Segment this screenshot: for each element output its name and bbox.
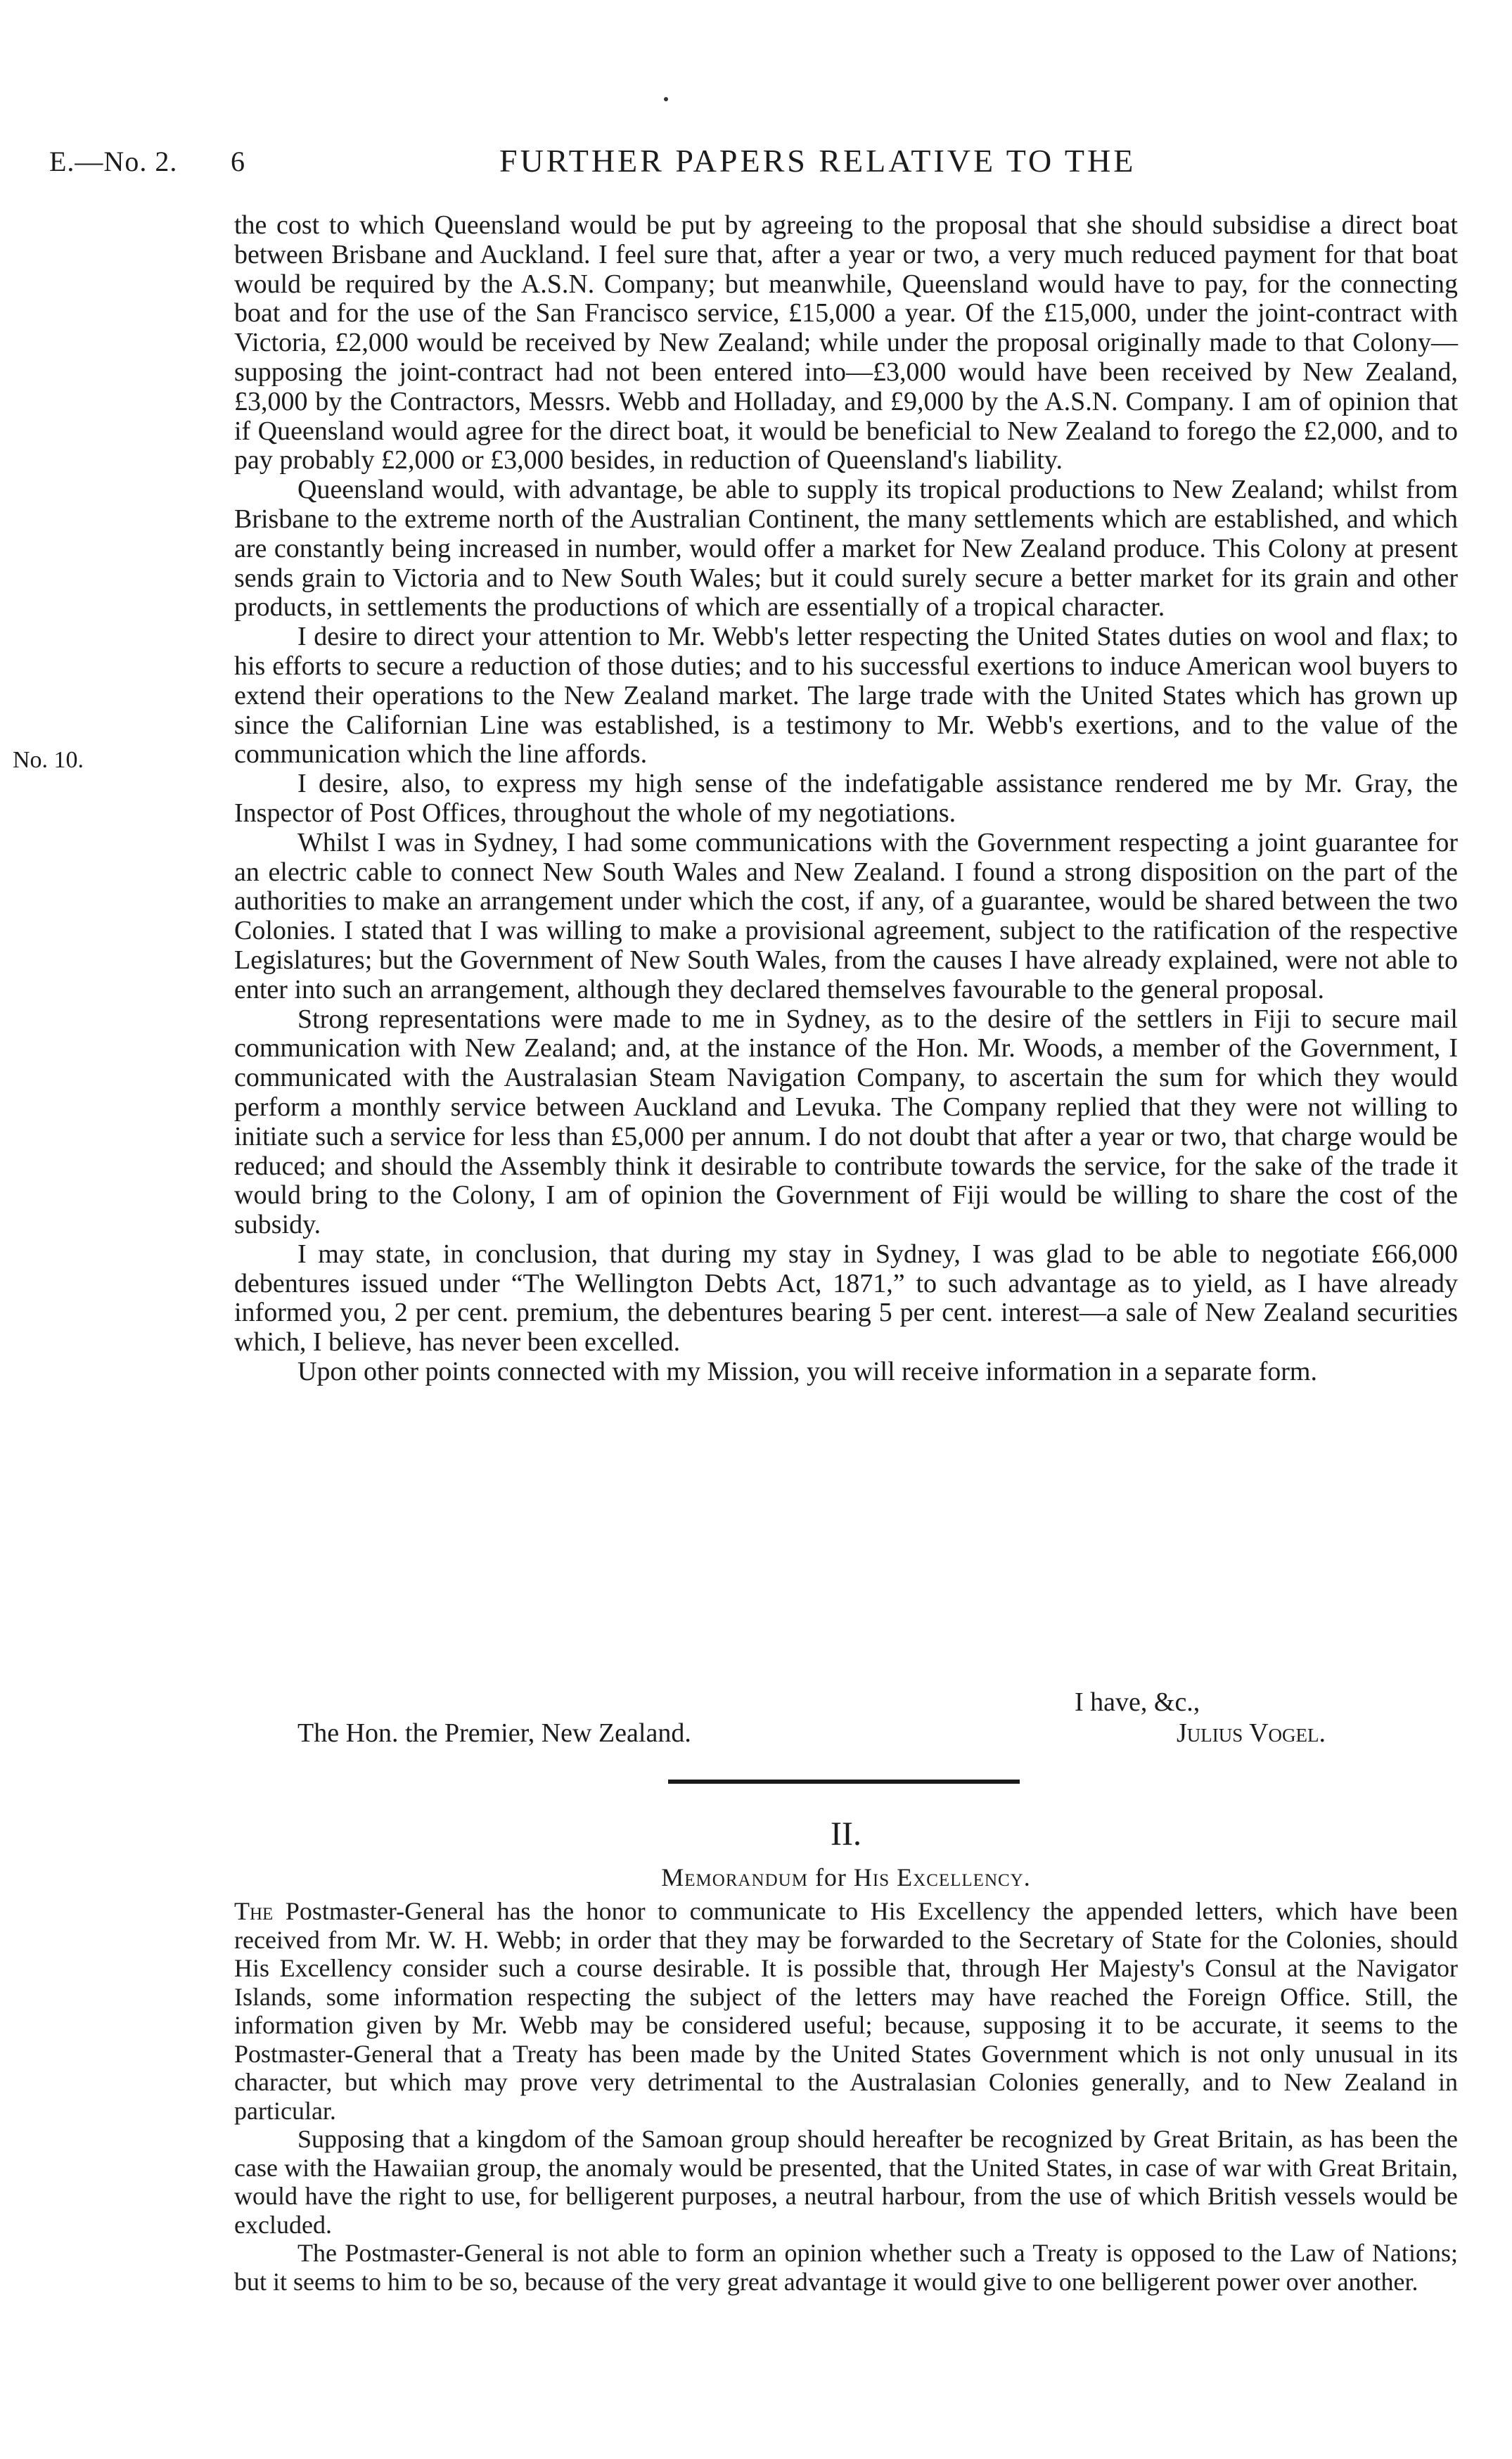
running-title: FURTHER PAPERS RELATIVE TO THE [499, 143, 1136, 179]
memo-paragraph-1 [234, 1897, 1458, 2125]
page-header [49, 141, 1442, 183]
letter-paragraph-7: I may state, in conclusion, that during my stay in Sydney, I was glad to be able to negotiate £66,000 debentures issued under “The Wellington Debts Act, 1871,” to such advantage as to yield, as I have already informed you, 2 per cent. premium, the debentures bearing 5 per cent. interest—a sale of New Zealand securities which, I believe, has never been excelled. [234, 1239, 1458, 1358]
printer-mark [664, 97, 668, 101]
letter-paragraph-1: the cost to which Queensland would be put by agreeing to the proposal that she should subsidise a direct boat between Brisbane and Auckland. I feel sure that, after a year or two, a very much reduced payment for that boat would be required by the A.S.N. Company; but meanwhile, Queensland would have to pay, for the connecting boat and for the use of the San Francisco service, £15,000 a year. Of the £15,000, under the joint-contract with Victoria, £2,000 would be received by New Zealand; while under the proposal originally made to that Colony—supposing the joint-contract had not been entered into—£3,000 would have been received by New Zealand, £3,000 by the Contractors, Messrs. Webb and Holladay, and £9,000 by the A.S.N. Company. I am of opinion that if Queensland would agree for the direct boat, it would be beneficial to New Zealand to forego the £2,000, and to pay probably £2,000 or £3,000 besides, in reduction of Queensland's liability. [234, 210, 1458, 475]
memorandum-label: Memorandum [661, 1863, 808, 1891]
memo-paragraph-3: The Postmaster-General is not able to form an opinion whether such a Treaty is opposed to the Law of Nations; but it seems to him to be so, because of the very great advantage it would give to one belligerent power over another. [234, 2239, 1458, 2296]
memorandum-heading [234, 1863, 1458, 1892]
memo-paragraph-2: Supposing that a kingdom of the Samoan group should hereafter be recognized by Great Britain, as has been the case with the Hawaiian group, the anomaly would be presented, that the United States, in case of war with Great Britain, would have the right to use, for belligerent purposes, a neutral harbour, from the use of which British vessels would be excluded. [234, 2125, 1458, 2239]
letter-paragraph-6: Strong representations were made to me in Sydney, as to the desire of the settlers in Fiji to secure mail communication with New Zealand; and, at the instance of the Hon. Mr. Woods, a member of the Government, I communicated with the Australasian Steam Navigation Company, to ascertain the sum for which they would perform a monthly service between Auckland and Levuka. The Company replied that they were not willing to initiate such a service for less than £5,000 per annum. I do not doubt that after a year or two, that charge would be reduced; and should the Assembly think it desirable to contribute towards the service, for the sake of the trade it would bring to the Colony, I am of opinion the Government of Fiji would be willing to share the cost of the subsidy. [234, 1004, 1458, 1240]
section-number: II. [831, 1815, 861, 1853]
letter-closing [234, 1687, 1458, 1750]
margin-note: No. 10. [13, 747, 84, 773]
signature: Julius Vogel. [1177, 1718, 1326, 1748]
letter-paragraph-5: Whilst I was in Sydney, I had some communications with the Government respecting a joint guarantee for an electric cable to connect New South Wales and New Zealand. I found a strong disposition on the part of the authorities to make an arrangement under which the cost, if any, of a guarantee, would be shared between the two Colonies. I stated that I was willing to make a provisional agreement, subject to the ratification of the respective Legislatures; but the Government of New South Wales, from the causes I have already explained, were not able to enter into such an arrangement, although they declared themselves favourable to the general proposal. [234, 827, 1458, 1004]
page-number: 6 [231, 146, 245, 177]
letter-paragraph-3: I desire to direct your attention to Mr. Webb's letter respecting the United States duties on wool and flax; to his efforts to secure a reduction of those duties; and to his successful exertions to induce American wool buyers to extend their operations to the New Zealand market. The large trade with the United States which has grown up since the Californian Line was established, is a testimony to Mr. Webb's exertions, and to the value of the communication which the line affords. [234, 622, 1458, 769]
letter-paragraph-4: I desire, also, to express my high sense of the indefatigable assistance rendered me by Mr. Gray, the Inspector of Post Offices, throughout the whole of my negotiations. [234, 769, 1458, 828]
letter-paragraph-2: Queensland would, with advantage, be able to supply its tropical productions to New Zealand; whilst from Brisbane to the extreme north of the Australian Continent, the many settlements which are established, and which are constantly being increased in number, would offer a market for New Zealand produce. This Colony at present sends grain to Victoria and to New South Wales; but it could surely secure a better market for its grain and other products, in settlements the productions of which are essentially of a tropical character. [234, 475, 1458, 622]
section-divider [668, 1780, 1020, 1784]
letter-paragraph-8: Upon other points connected with my Mission, you will receive information in a separate form. [297, 1357, 1317, 1387]
memorandum-body [234, 1897, 1458, 2296]
memo-lead-word: The [234, 1897, 274, 1925]
memorandum-connector: for [807, 1863, 854, 1891]
document-reference: E.—No. 2. [49, 146, 178, 177]
memorandum-recipient: His Excellency. [853, 1863, 1031, 1891]
complimentary-close: I have, &c., [1075, 1687, 1200, 1717]
letter-body [234, 211, 1458, 1387]
addressee: The Hon. the Premier, New Zealand. [297, 1718, 691, 1748]
memo-paragraph-1-text: Postmaster-General has the honor to communicate to His Excellency the appended letters, which have been received from Mr. W. H. Webb; in order that they may be forwarded to the Secretary of State for the Colonies, should His Excellency consider such a course desirable. It is possible that, through Her Majesty's Consul at the Navigator Islands, some information respecting the subject of the letters may have reached the Foreign Office. Still, the information given by Mr. Webb may be considered useful; because, supposing it to be accurate, it seems to the Postmaster-General that a Treaty has been made by the United States Government which is not only unusual in its character, but which may prove very detrimental to the Australasian Colonies generally, and to New Zealand in particular. [234, 1897, 1458, 2125]
